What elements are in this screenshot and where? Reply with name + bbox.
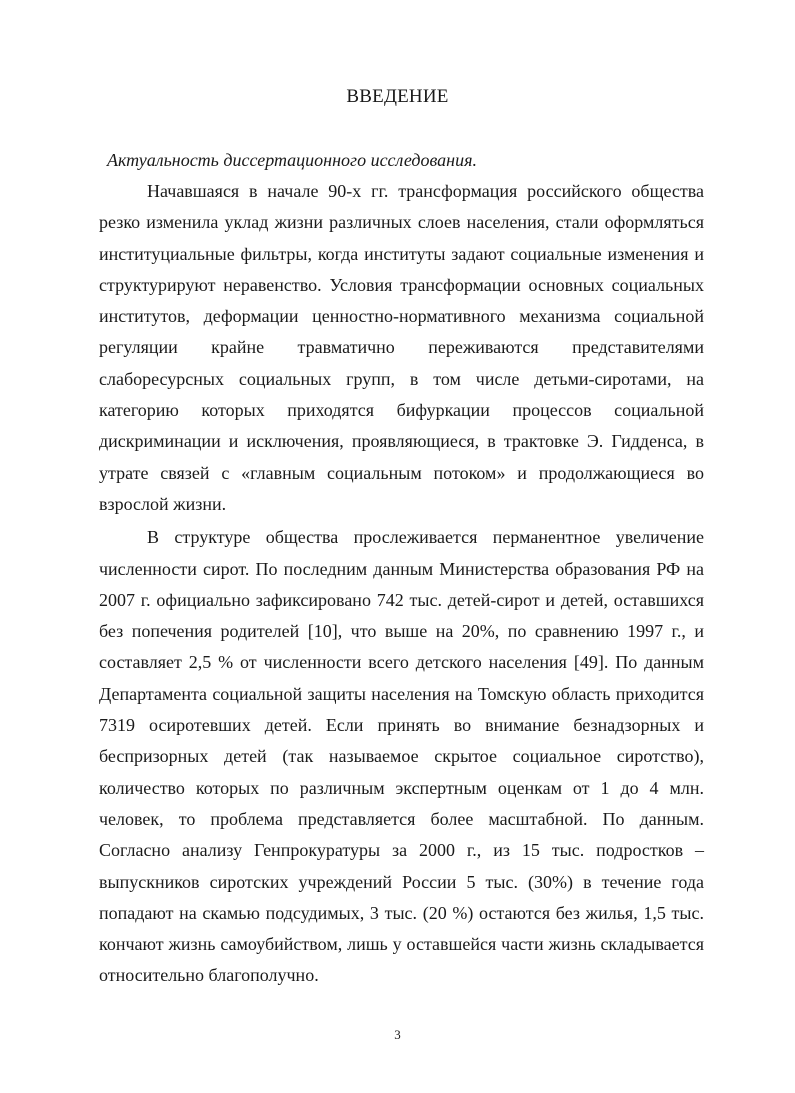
section-subheading: Актуальность диссертационного исследования. <box>107 150 477 170</box>
body-text <box>99 176 704 992</box>
paragraph: Начавшаяся в начале 90-х гг. трансформация российского общества резко изменила уклад жизни различных слоев населения, стали оформляться институциальные фильтры, когда институты задают социальные изменения и структурируют неравенство. Условия трансформации основных социальных институтов, деформации ценностно-нормативного механизма социальной регуляции крайне травматично переживаются представителями слаборесурсных социальных групп, в том числе детьми-сиротами, на категорию которых приходятся бифуркации процессов социальной дискриминации и исключения, проявляющиеся, в трактовке Э. Гидденса, в утрате связей с «главным социальным потоком» и продолжающиеся во взрослой жизни. <box>99 181 704 514</box>
page-number: 3 <box>394 1027 401 1042</box>
page-title: ВВЕДЕНИЕ <box>346 86 449 107</box>
paragraph: В структуре общества прослеживается перманентное увеличение численности сирот. По последним данным Министерства образования РФ на 2007 г. официально зафиксировано 742 тыс. детей-сирот и детей, оставшихся без попечения родителей [10], что выше на 20%, по сравнению 1997 г., и составляет 2,5 % от численности всего детского населения [49]. По данным Департамента социальной защиты населения на Томскую область приходится 7319 осиротевших детей. Если принять во внимание безнадзорных и беспризорных детей (так называемое скрытое социальное сиротство), количество которых по различным экспертным оценкам от 1 до 4 млн. человек, то проблема представляется более масштабной. По данным. Согласно анализу Генпрокуратуры за 2000 г., из 15 тыс. подростков – выпускников сиротских учреждений России 5 тыс. (30%) в течение года попадают на скамью подсудимых, 3 тыс. (20 %) остаются без жилья, 1,5 тыс. кончают жизнь самоубийством, лишь у оставшейся части жизнь складывается относительно благополучно. <box>99 527 704 986</box>
